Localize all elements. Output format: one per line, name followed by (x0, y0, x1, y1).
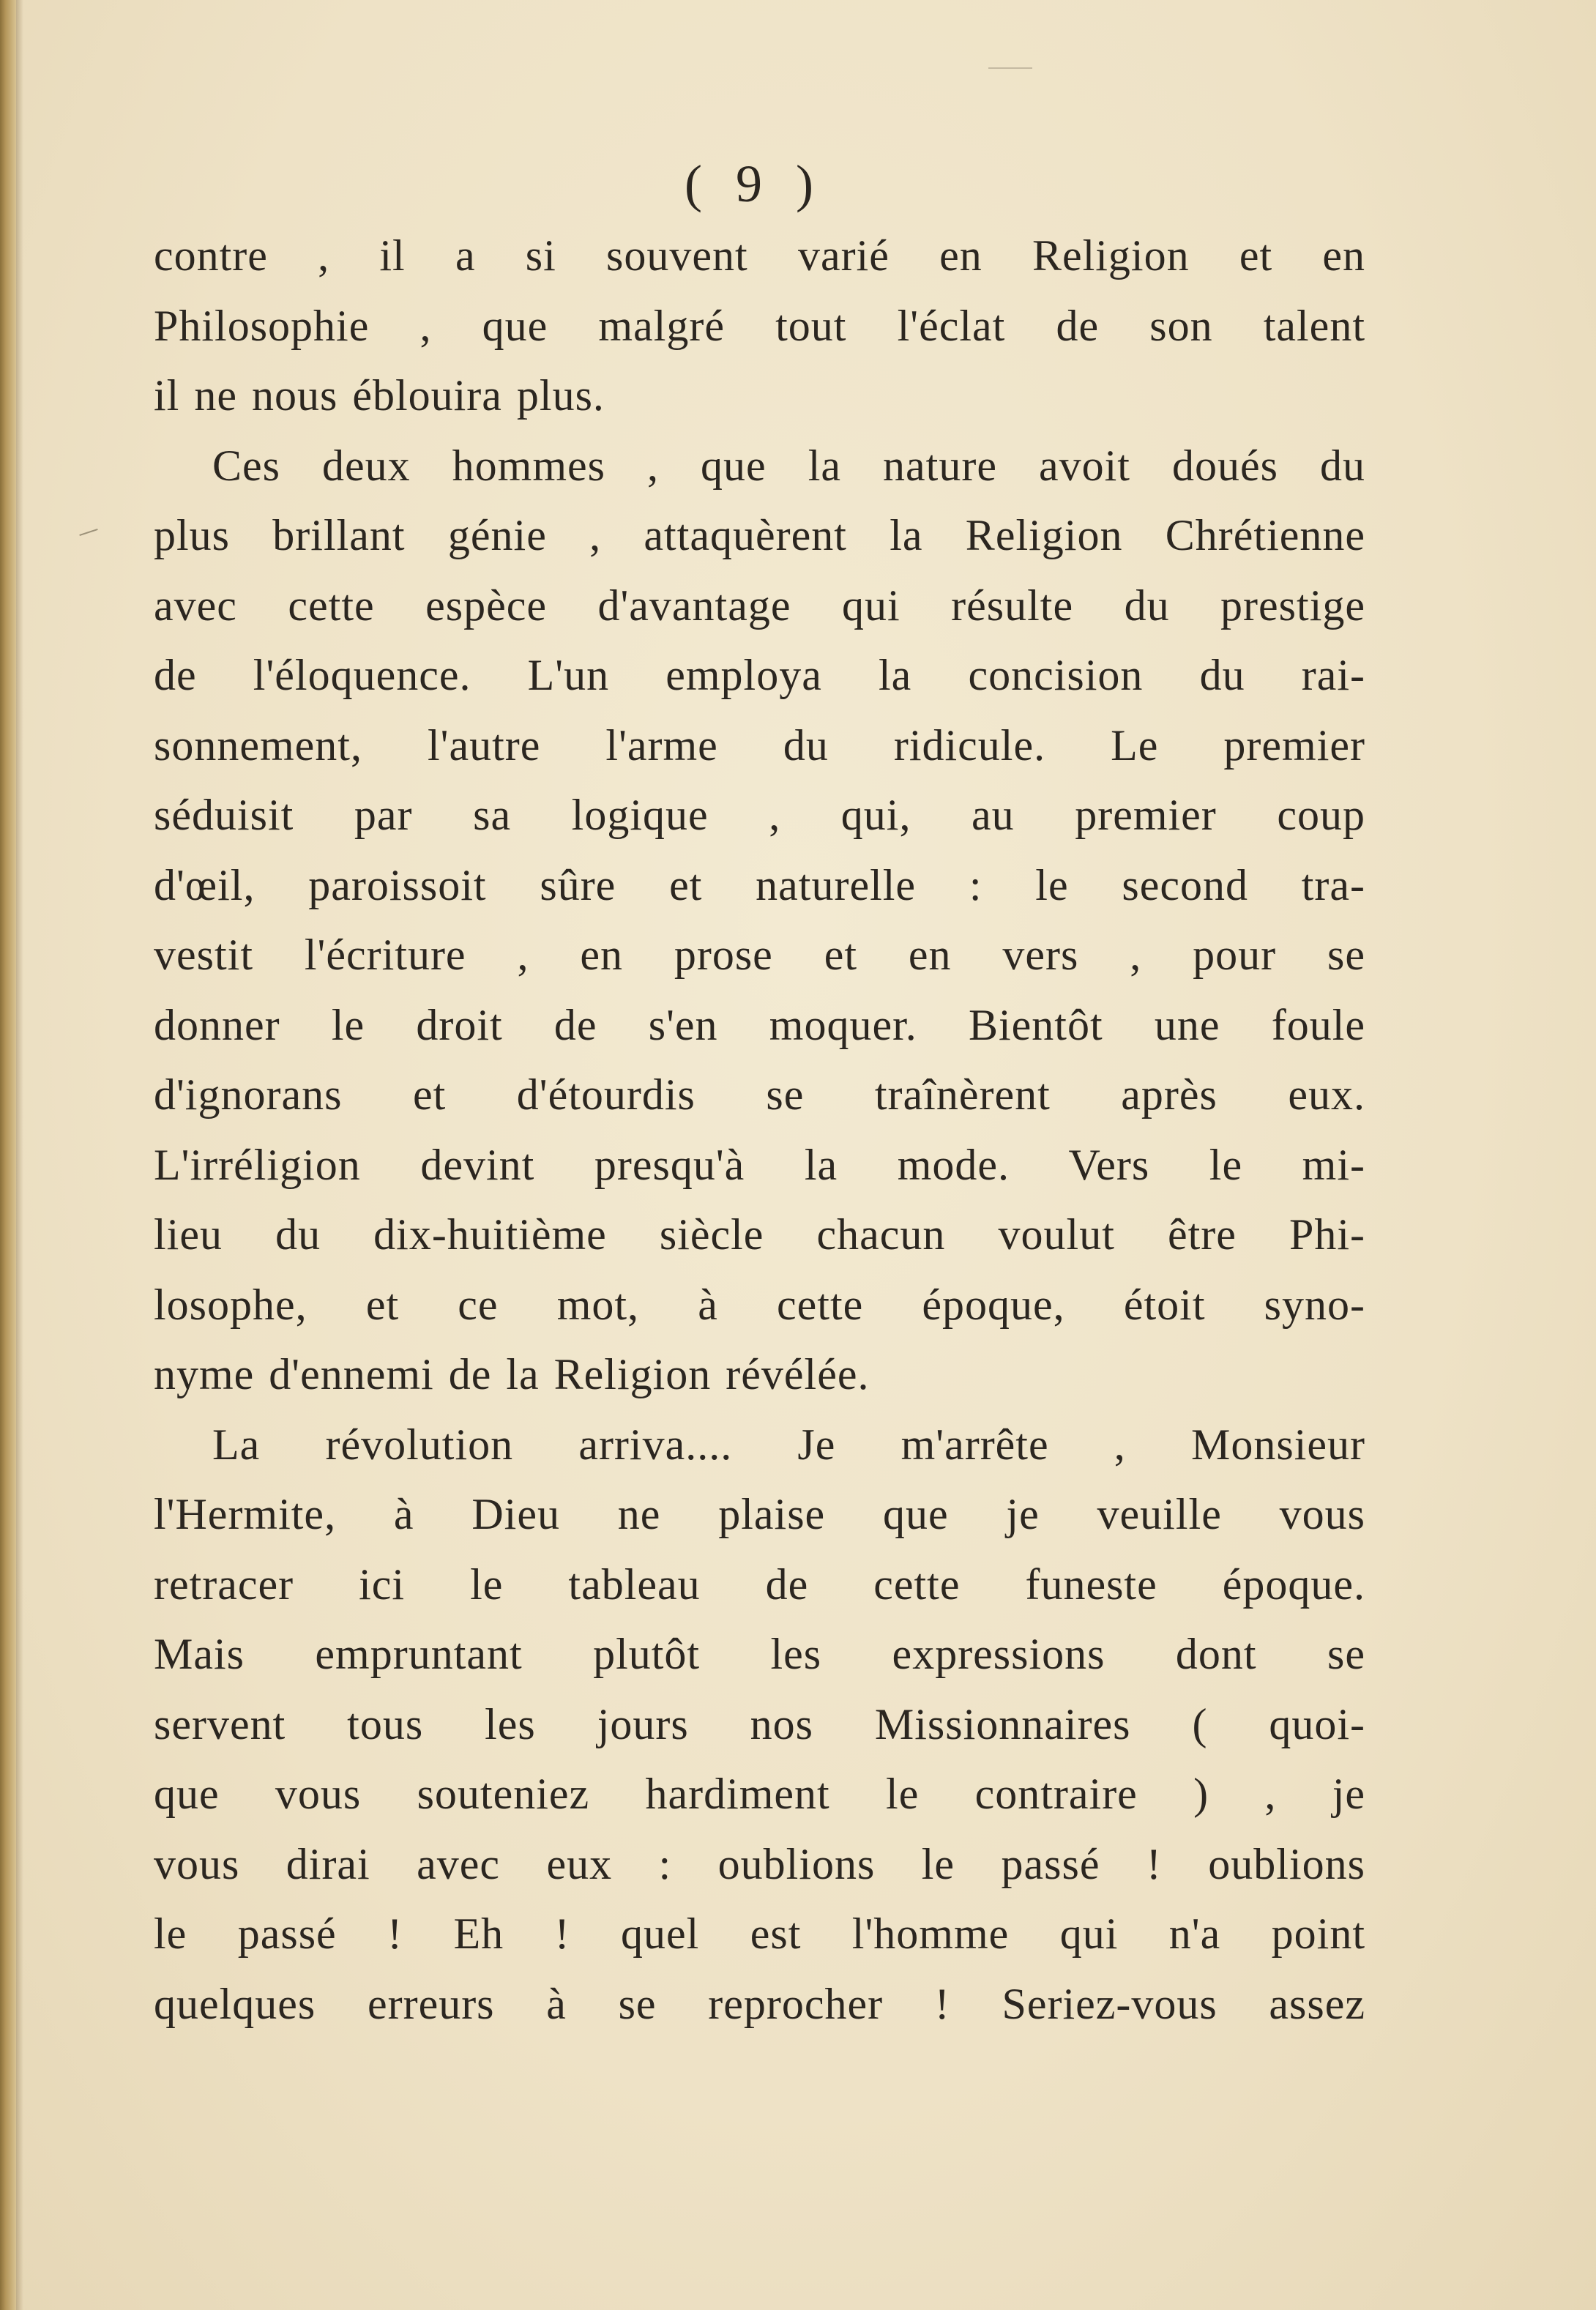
text-line: il ne nous éblouira plus. (154, 371, 605, 420)
text-line: plus brillant génie , attaquèrent la Religion Chrétienne (154, 511, 1365, 559)
text-line: contre , il a si souvent varié en Religion et en (154, 231, 1365, 280)
text-line: vous dirai avec eux : oublions le passé ! oublions (154, 1839, 1365, 1888)
page-binding-edge (0, 0, 16, 2310)
text-line: L'irréligion devint presqu'à la mode. Vers le mi- (154, 1140, 1365, 1189)
text-line: lieu du dix-huitième siècle chacun voulut être Phi- (154, 1210, 1365, 1259)
paragraph-start-line: Ces deux hommes , que la nature avoit doués du (212, 441, 1365, 490)
text-line: séduisit par sa logique , qui, au premier coup (154, 791, 1365, 839)
text-line: servent tous les jours nos Missionnaires ( quoi- (154, 1699, 1365, 1748)
paragraph-start-line: La révolution arriva.... Je m'arrête , Monsieur (212, 1420, 1365, 1469)
text-line: de l'éloquence. L'un employa la concision du rai- (154, 651, 1365, 699)
text-line: Philosophie , que malgré tout l'éclat de son talent (154, 301, 1365, 350)
text-line: avec cette espèce d'avantage qui résulte du prestige (154, 581, 1365, 630)
body-text (154, 221, 1365, 2039)
page-number: ( 9 ) (685, 154, 824, 213)
text-line: le passé ! Eh ! quel est l'homme qui n'a point (154, 1910, 1365, 1958)
text-line: losophe, et ce mot, à cette époque, étoit syno- (154, 1280, 1365, 1329)
text-line: l'Hermite, à Dieu ne plaise que je veuille vous (154, 1490, 1365, 1538)
text-line: vestit l'écriture , en prose et en vers , pour se (154, 931, 1365, 979)
text-line: quelques erreurs à se reprocher ! Seriez-vous assez (154, 1979, 1365, 2028)
text-line: retracer ici le tableau de cette funeste époque. (154, 1560, 1365, 1609)
text-line: Mais empruntant plutôt les expressions dont se (154, 1630, 1365, 1678)
text-line: nyme d'ennemi de la Religion révélée. (154, 1350, 870, 1398)
text-line: d'ignorans et d'étourdis se traînèrent après eux. (154, 1070, 1365, 1119)
text-line: que vous souteniez hardiment le contraire ) , je (154, 1770, 1365, 1818)
margin-mark (79, 529, 97, 536)
text-line: sonnement, l'autre l'arme du ridicule. Le premier (154, 720, 1365, 770)
page-binding-shadow (16, 0, 23, 2310)
text-line: donner le droit de s'en moquer. Bientôt une foule (154, 1000, 1365, 1049)
text-line: d'œil, paroissoit sûre et naturelle : le second tra- (154, 860, 1365, 909)
paper-mark (988, 67, 1032, 69)
